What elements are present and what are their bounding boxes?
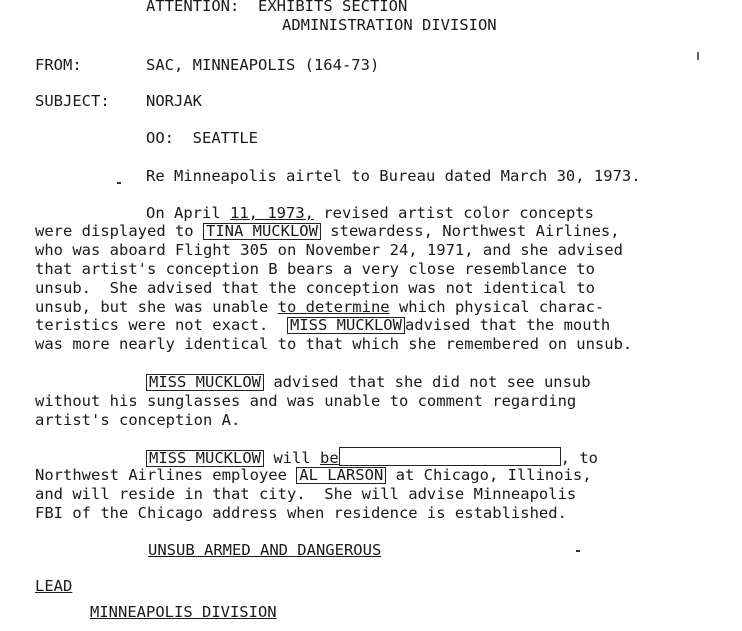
oo-label: OO: [146,129,174,147]
lead-heading: LEAD [35,577,73,595]
date-april-11: 11, 1973, [230,204,314,222]
stray-mark [697,52,699,60]
redaction-box-blank [339,447,561,466]
redaction-box-name: TINA MUCKLOW [203,223,321,240]
p2-line-2: without his sunglasses and was unable to comment regarding [35,392,577,410]
p1-line-4: that artist's conception B bears a very close resemblance to [35,260,595,278]
p3-line-2: Northwest Airlines employee AL LARSON at Chicago, Illinois, [35,466,592,484]
attention-line [146,0,407,16]
stray-mark [117,182,121,184]
redaction-box-name: MISS MUCKLOW [146,450,264,467]
from-value: SAC, MINNEAPOLIS (164-73) [146,56,380,74]
redaction-box-name: AL LARSON [296,467,386,484]
oo-value: SEATTLE [192,129,258,147]
p2-line-3: artist's conception A. [35,411,241,429]
redaction-box-name: MISS MUCKLOW [146,374,264,391]
p1-line-6: unsub, but she was unable to determine which physical charac- [35,298,605,316]
attention-recipient-1: EXHIBITS SECTION [258,0,408,15]
subject-label: SUBJECT: [35,92,110,110]
from-label: FROM: [35,56,82,74]
p2-line-1: MISS MUCKLOW advised that she did not see unsub [146,373,591,392]
subject-value: NORJAK [146,92,202,110]
redaction-box-name: MISS MUCKLOW [287,317,405,334]
p1-line-7: teristics were not exact. MISS MUCKLOW advised that the mouth [35,316,611,334]
attention-label: ATTENTION: [146,0,240,15]
p3-line-4: FBI of the Chicago address when residence is established. [35,504,567,522]
p1-line-2: were displayed to TINA MUCKLOW stewardess, Northwest Airlines, [35,222,620,240]
underlined-phrase: to determine [277,298,390,316]
office-of-origin [146,129,258,148]
p3-line-3: and will reside in that city. She will advise Minneapolis [35,485,577,503]
reference-line: Re Minneapolis airtel to Bureau dated March 30, 1973. [146,167,641,185]
stray-mark [576,550,580,552]
attention-recipient-2: ADMINISTRATION DIVISION [282,16,497,34]
p1-line-1: On April 11, 1973, revised artist color concepts [146,204,594,222]
p3-line-1: MISS MUCKLOW will be , to [146,447,598,468]
p1-line-5: unsub. She advised that the conception was not identical to [35,279,595,297]
p1-line-3: who was aboard Flight 305 on November 24, 1971, and she advised [35,241,623,259]
p1-line-8: was more nearly identical to that which she remembered on unsub. [35,335,633,353]
armed-warning: UNSUB ARMED AND DANGEROUS [148,541,382,559]
division-heading: MINNEAPOLIS DIVISION [90,603,277,621]
